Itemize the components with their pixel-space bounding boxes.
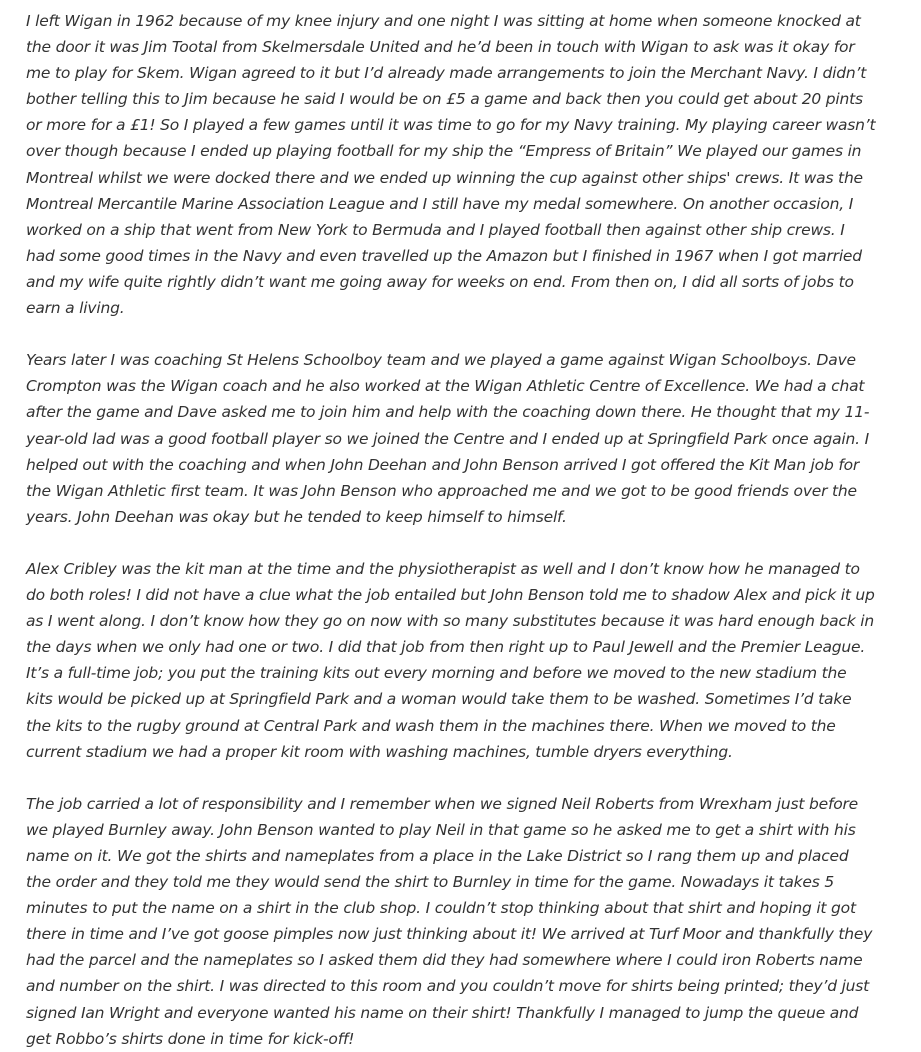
article-paragraph: Alex Cribley was the kit man at the time and the physiotherapist as well and I don’t know how he managed to do both roles! I did not have a clue what the job entailed but John Benson told me to shadow Alex and pick it up as I went along. I don’t know how they go on now with so many substitutes because it was hard enough back in the days when we only had one or two. I did that job from then right up to Paul Jewell and the Premier League. It’s a full-time job; you put the training kits out every morning and before we moved to the new stadium the kits would be picked up at Springfield Park and a woman would take them to be washed. Sometimes I’d take the kits to the rugby ground at Central Park and wash them in the machines there. When we moved to the current stadium we had a proper kit room with washing machines, tumble dryers everything. [26, 559, 875, 761]
article-paragraph: I left Wigan in 1962 because of my knee injury and one night I was sitting at home when someone knocked at the door it was Jim Tootal from Skelmersdale United and he’d been in touch with Wigan to ask was it okay for me to play for Skem. Wigan agreed to it but I’d already made arrangements to join the Merchant Navy. I didn’t bother telling this to Jim because he said I would be on £5 a game and back then you could get about 20 pints or more for a £1! So I played a few games until it was time to go for my Navy training. My playing career wasn’t over though because I ended up playing football for my ship the “Empress of Britain” We played our games in Montreal whilst we were docked there and we ended up winning the cup against other ships' crews. It was the Montreal Mercantile Marine Association League and I still have my medal somewhere. On another occasion, I worked on a ship that went from New York to Bermuda and I played football then against other ship crews. I had some good times in the Navy and even travelled up the Amazon but I finished in 1967 when I got married and my wife quite rightly didn’t want me going away for weeks on end. From then on, I did all sorts of jobs to earn a living. [26, 12, 876, 318]
article-body [26, 8, 876, 1052]
article-paragraph: The job carried a lot of responsibility and I remember when we signed Neil Roberts from Wrexham just before we played Burnley away. John Benson wanted to play Neil in that game so he asked me to get a shirt with his name on it. We got the shirts and nameplates from a place in the Lake District so I rang them up and placed the order and they told me they would send the shirt to Burnley in time for the game. Nowadays it takes 5 minutes to put the name on a shirt in the club shop. I couldn’t stop thinking about that shirt and hoping it got there in time and I’ve got goose pimples now just thinking about it! We arrived at Turf Moor and thankfully they had the parcel and the nameplates so I asked them did they had somewhere where I could iron Roberts name and number on the shirt. I was directed to this room and you couldn’t move for shirts being printed; they’d just signed Ian Wright and everyone wanted his name on their shirt! Thankfully I managed to jump the queue and get Robbo’s shirts done in time for kick-off! [26, 794, 873, 1048]
article-paragraph: Years later I was coaching St Helens Schoolboy team and we played a game against Wigan Schoolboys. Dave Crompton was the Wigan coach and he also worked at the Wigan Athletic Centre of Excellence. We had a chat after the game and Dave asked me to join him and help with the coaching down there. He thought that my 11-year-old lad was a good football player so we joined the Centre and I ended up at Springfield Park once again. I helped out with the coaching and when John Deehan and John Benson arrived I got offered the Kit Man job for the Wigan Athletic first team. It was John Benson who approached me and we got to be good friends over the years. John Deehan was okay but he tended to keep himself to himself. [26, 351, 870, 526]
